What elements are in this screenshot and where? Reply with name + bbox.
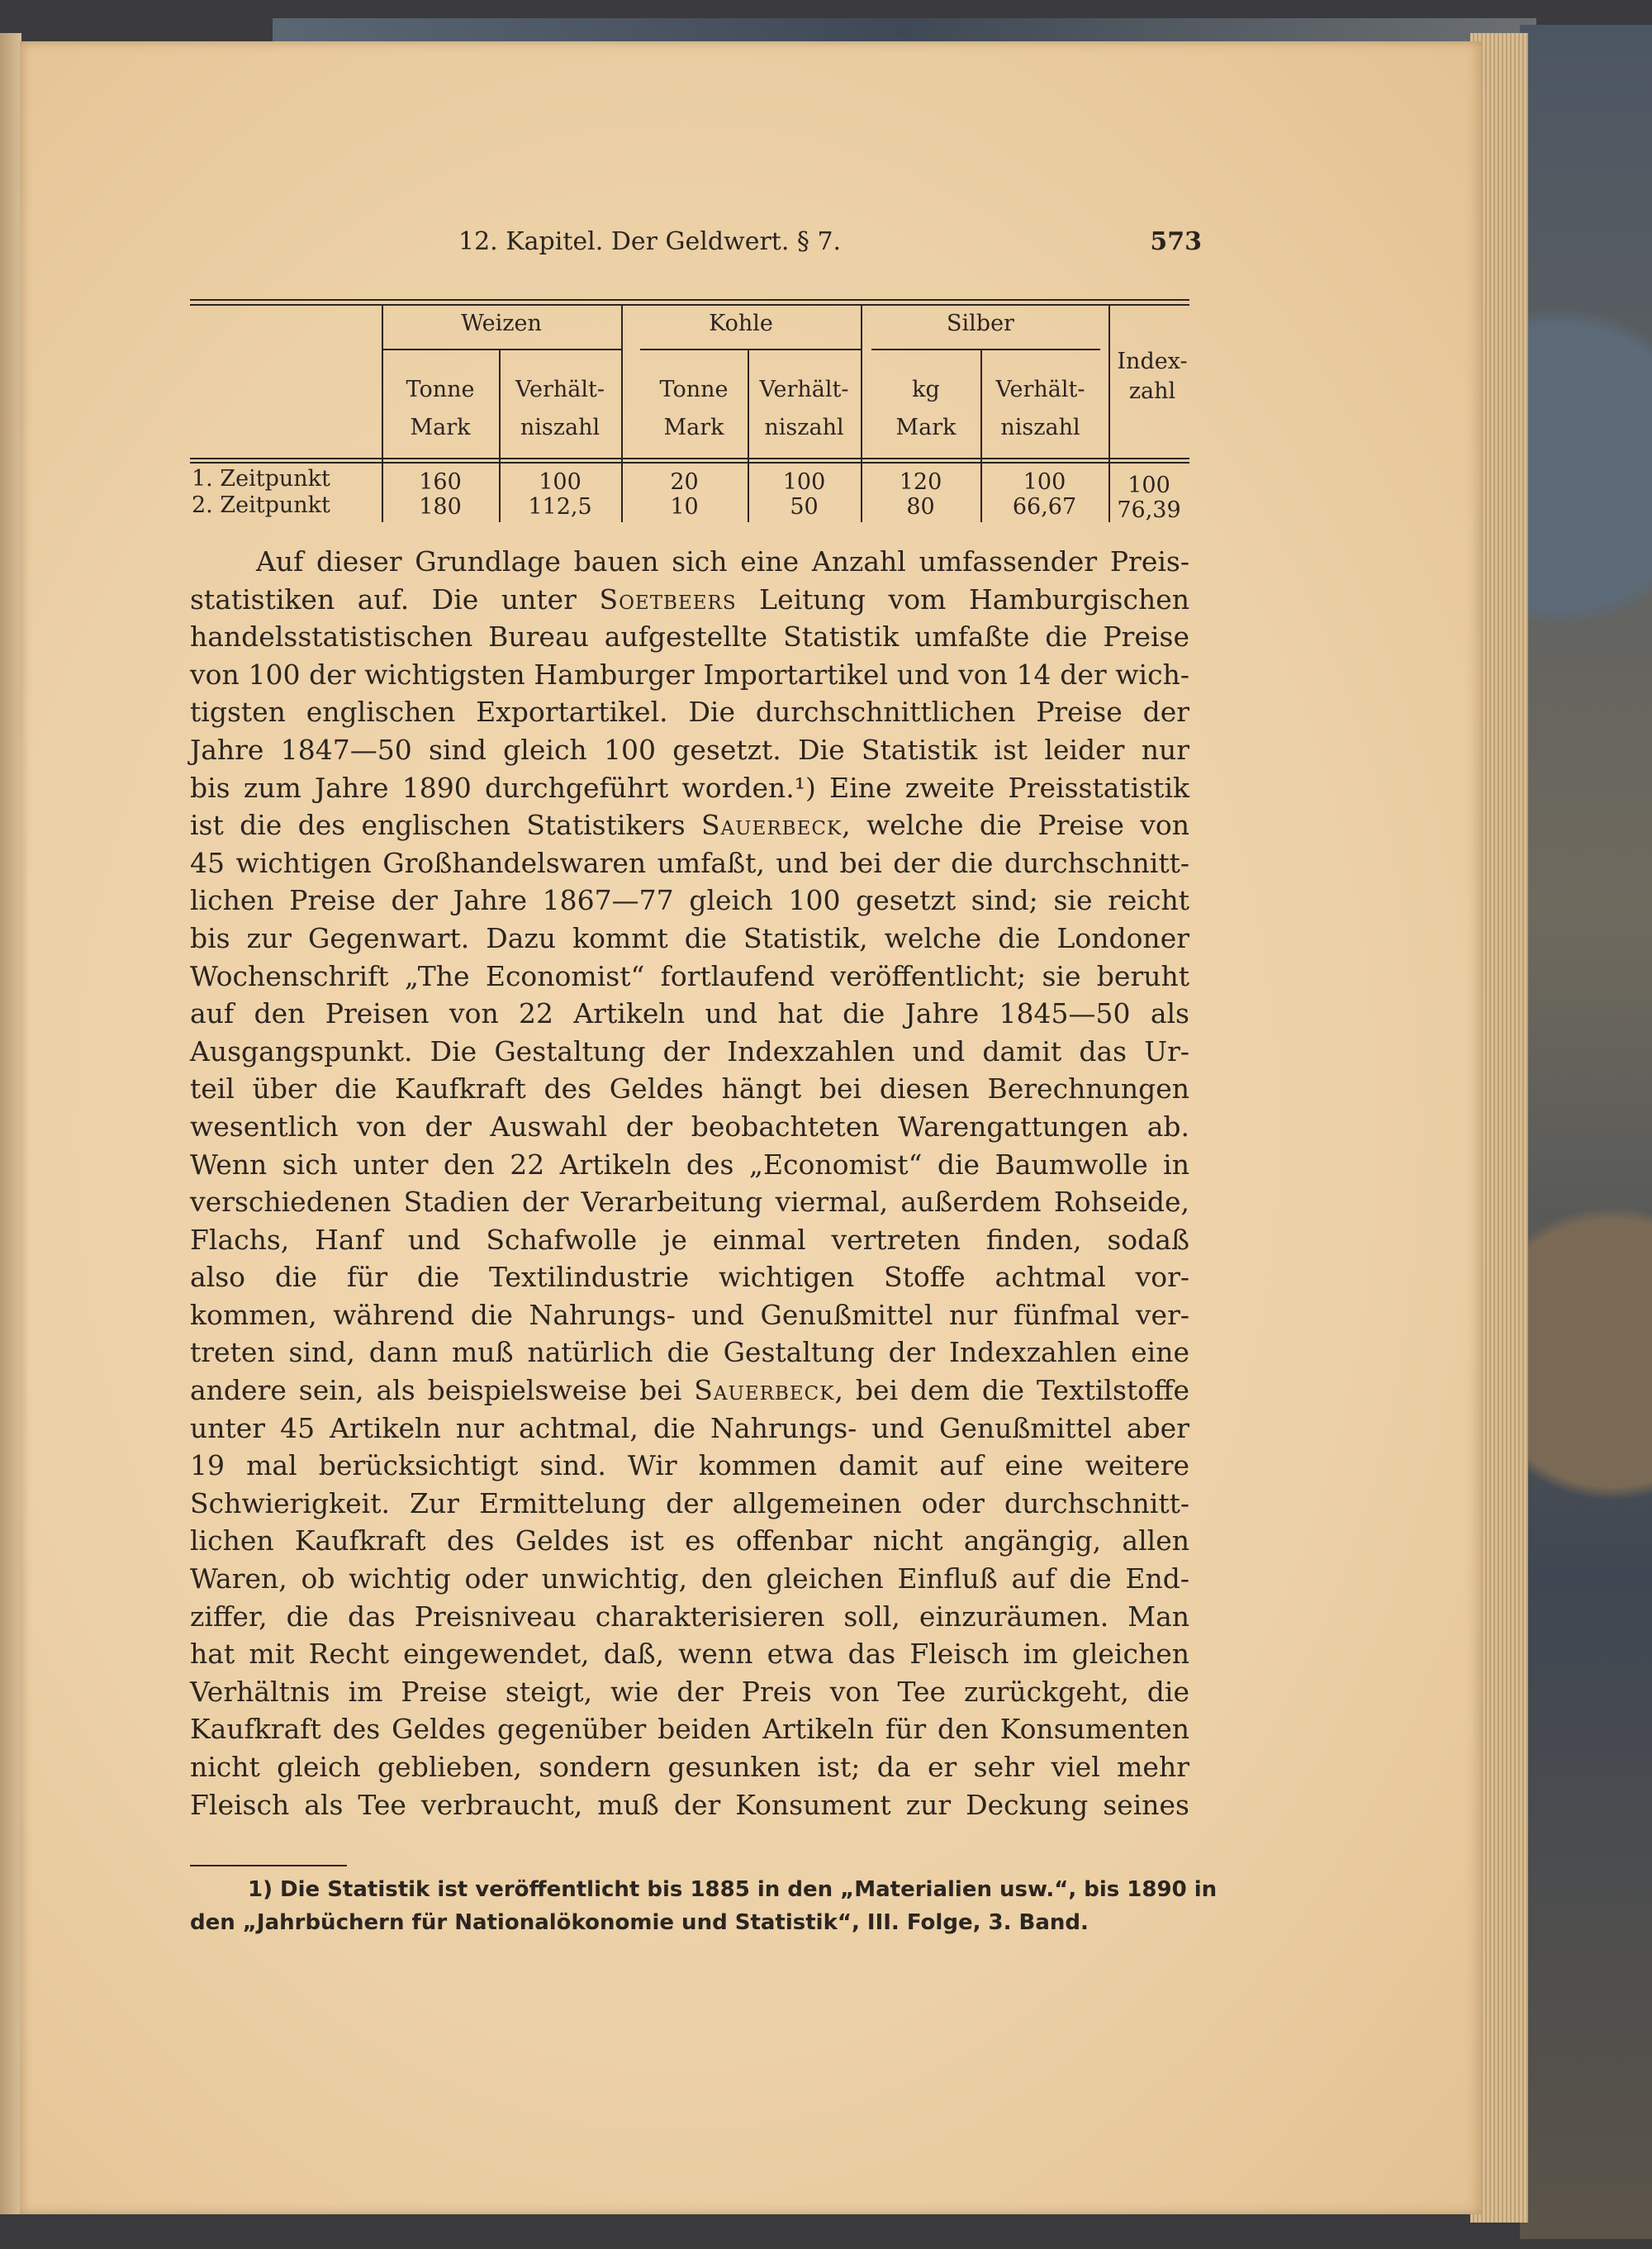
running-title: 12. Kapitel. Der Geldwert. § 7. bbox=[458, 227, 842, 256]
cell-r2-c7: 76,39 bbox=[1117, 497, 1181, 523]
text-line: von 100 der wichtigsten Hamburger Importartikel und von 14 der wich- bbox=[190, 658, 1189, 691]
footnote-line: 1) Die Statistik ist veröffentlicht bis 1885 in den „Materialien usw.“, bis 1890 in bbox=[248, 1877, 1218, 1902]
subheader-kohle-niszahl: niszahl bbox=[764, 415, 844, 440]
table-top-rule-2 bbox=[190, 304, 1189, 306]
cell-r2-c6: 66,67 bbox=[1012, 494, 1077, 520]
price-table bbox=[190, 299, 1189, 522]
cell-r2-c1: 180 bbox=[419, 494, 462, 520]
subheader-weizen-tonne: Tonne bbox=[406, 377, 475, 402]
text-line: 45 wichtigen Großhandelswaren umfaßt, und bei der die durchschnitt- bbox=[190, 846, 1189, 879]
subheader-weizen-verh: Verhält- bbox=[515, 377, 605, 402]
text-line: lichen Preise der Jahre 1867—77 gleich 100 gesetzt sind; sie reicht bbox=[190, 884, 1189, 917]
text-line: teil über die Kaufkraft des Geldes hängt bei diesen Berechnungen bbox=[190, 1072, 1189, 1105]
header-bottom-rule-2 bbox=[190, 462, 1189, 464]
left-page-edge bbox=[0, 33, 21, 2214]
text-line: nicht gleich geblieben, sondern gesunken ist; da er sehr viel mehr bbox=[190, 1751, 1189, 1783]
text-line: wesentlich von der Auswahl der beobachteten Warengattungen ab. bbox=[190, 1110, 1189, 1143]
subheader-silber-verh: Verhält- bbox=[995, 377, 1085, 402]
text-line: unter 45 Artikeln nur achtmal, die Nahrungs- und Genußmittel aber bbox=[190, 1411, 1189, 1444]
text-line: treten sind, dann muß natürlich die Gestaltung der Indexzahlen eine bbox=[190, 1336, 1189, 1369]
cell-r1-c2: 100 bbox=[539, 469, 582, 495]
weizen-underline bbox=[382, 349, 621, 350]
row-label-2: 2. Zeitpunkt bbox=[192, 492, 330, 518]
book-cover-marbled bbox=[1520, 25, 1652, 2239]
text-line: andere sein, als beispielsweise bei Sauerbeck, bei dem die Textilstoffe bbox=[190, 1374, 1189, 1407]
subheader-weizen-niszahl: niszahl bbox=[520, 415, 601, 440]
text-line: Auf dieser Grundlage bauen sich eine Anzahl umfassender Preis- bbox=[256, 545, 1189, 578]
subheader-weizen-mark: Mark bbox=[410, 415, 471, 440]
cell-r2-c2: 112,5 bbox=[528, 494, 592, 520]
cell-r2-c5: 80 bbox=[906, 494, 935, 520]
footnote bbox=[190, 1873, 1218, 1939]
subheader-kohle-mark: Mark bbox=[663, 415, 724, 440]
text-line: handelsstatistischen Bureau aufgestellte Statistik umfaßte die Preise bbox=[190, 620, 1189, 654]
group-header-silber: Silber bbox=[947, 311, 1014, 336]
cell-r1-c4: 100 bbox=[782, 469, 826, 495]
header-bottom-rule bbox=[190, 458, 1189, 459]
subheader-kohle-tonne: Tonne bbox=[659, 377, 729, 402]
text-line: bis zum Jahre 1890 durchgeführt worden.¹) Eine zweite Preisstatistik bbox=[190, 771, 1189, 804]
cell-r2-c3: 10 bbox=[670, 494, 699, 520]
text-line: lichen Kaufkraft des Geldes ist es offenbar nicht angängig, allen bbox=[190, 1524, 1189, 1557]
running-header bbox=[458, 227, 1202, 260]
cell-r1-c5: 120 bbox=[899, 469, 942, 495]
subheader-kohle-verh: Verhält- bbox=[759, 377, 849, 402]
cell-r1-c1: 160 bbox=[419, 469, 462, 495]
text-line: kommen, während die Nahrungs- und Genußmittel nur fünfmal ver- bbox=[190, 1298, 1189, 1331]
text-line: Kaufkraft des Geldes gegenüber beiden Artikeln für den Konsumenten bbox=[190, 1713, 1189, 1746]
text-line: statistiken auf. Die unter Soetbeers Leitung vom Hamburgischen bbox=[190, 582, 1189, 616]
text-line: Verhältnis im Preise steigt, wie der Preis von Tee zurückgeht, die bbox=[190, 1675, 1189, 1708]
group-header-kohle: Kohle bbox=[709, 311, 773, 336]
cell-r1-c6: 100 bbox=[1023, 469, 1066, 495]
text-line: Wenn sich unter den 22 Artikeln des „Economist“ die Baumwolle in bbox=[190, 1148, 1189, 1181]
text-line: Ausgangspunkt. Die Gestaltung der Indexzahlen und damit das Ur- bbox=[190, 1034, 1189, 1067]
page-number: 573 bbox=[1150, 227, 1202, 256]
text-line: Flachs, Hanf und Schafwolle je einmal vertreten finden, sodaß bbox=[190, 1223, 1189, 1256]
table-top-rule bbox=[190, 299, 1189, 301]
row-label-1: 1. Zeitpunkt bbox=[192, 466, 330, 492]
index-header-1: Index- bbox=[1117, 349, 1188, 374]
group-header-weizen: Weizen bbox=[461, 311, 542, 336]
text-line: Wochenschrift „The Economist“ fortlaufend veröffentlicht; sie beruht bbox=[190, 959, 1189, 992]
text-line: verschiedenen Stadien der Verarbeitung viermal, außerdem Rohseide, bbox=[190, 1186, 1189, 1219]
cell-r1-c3: 20 bbox=[670, 469, 699, 495]
text-line: tigsten englischen Exportartikel. Die durchschnittlichen Preise der bbox=[190, 696, 1189, 729]
text-line: hat mit Recht eingewendet, daß, wenn etwa das Fleisch im gleichen bbox=[190, 1638, 1189, 1671]
text-line: auf den Preisen von 22 Artikeln und hat die Jahre 1845—50 als bbox=[190, 997, 1189, 1030]
text-line: Waren, ob wichtig oder unwichtig, den gleichen Einfluß auf die End- bbox=[190, 1562, 1189, 1595]
text-line: 19 mal berücksichtigt sind. Wir kommen damit auf eine weitere bbox=[190, 1449, 1189, 1482]
subheader-silber-mark: Mark bbox=[895, 415, 957, 440]
kohle-underline bbox=[640, 349, 861, 350]
index-header-2: zahl bbox=[1128, 378, 1176, 404]
text-line: Fleisch als Tee verbraucht, muß der Konsument zur Deckung seines bbox=[190, 1788, 1189, 1821]
footnote-line: den „Jahrbüchern für Nationalökonomie und Statistik“, III. Folge, 3. Band. bbox=[190, 1910, 1089, 1935]
subheader-silber-kg: kg bbox=[912, 377, 940, 402]
footnote-rule bbox=[190, 1865, 347, 1866]
silber-underline bbox=[871, 349, 1100, 350]
text-line: Jahre 1847—50 sind gleich 100 gesetzt. Die Statistik ist leider nur bbox=[190, 733, 1189, 766]
text-line: ist die des englischen Statistikers Sauerbeck, welche die Preise von bbox=[190, 809, 1189, 842]
body-text bbox=[190, 543, 1189, 1823]
text-line: ziffer, die das Preisniveau charakterisieren soll, einzuräumen. Man bbox=[190, 1600, 1189, 1633]
cell-r1-c7: 100 bbox=[1127, 473, 1170, 498]
text-line: bis zur Gegenwart. Dazu kommt die Statistik, welche die Londoner bbox=[190, 921, 1189, 954]
cell-r2-c4: 50 bbox=[790, 494, 819, 520]
text-line: Schwierigkeit. Zur Ermittelung der allgemeinen oder durchschnitt- bbox=[190, 1486, 1189, 1519]
text-line: also die für die Textilindustrie wichtigen Stoffe achtmal vor- bbox=[190, 1261, 1189, 1294]
subheader-silber-niszahl: niszahl bbox=[1000, 415, 1080, 440]
